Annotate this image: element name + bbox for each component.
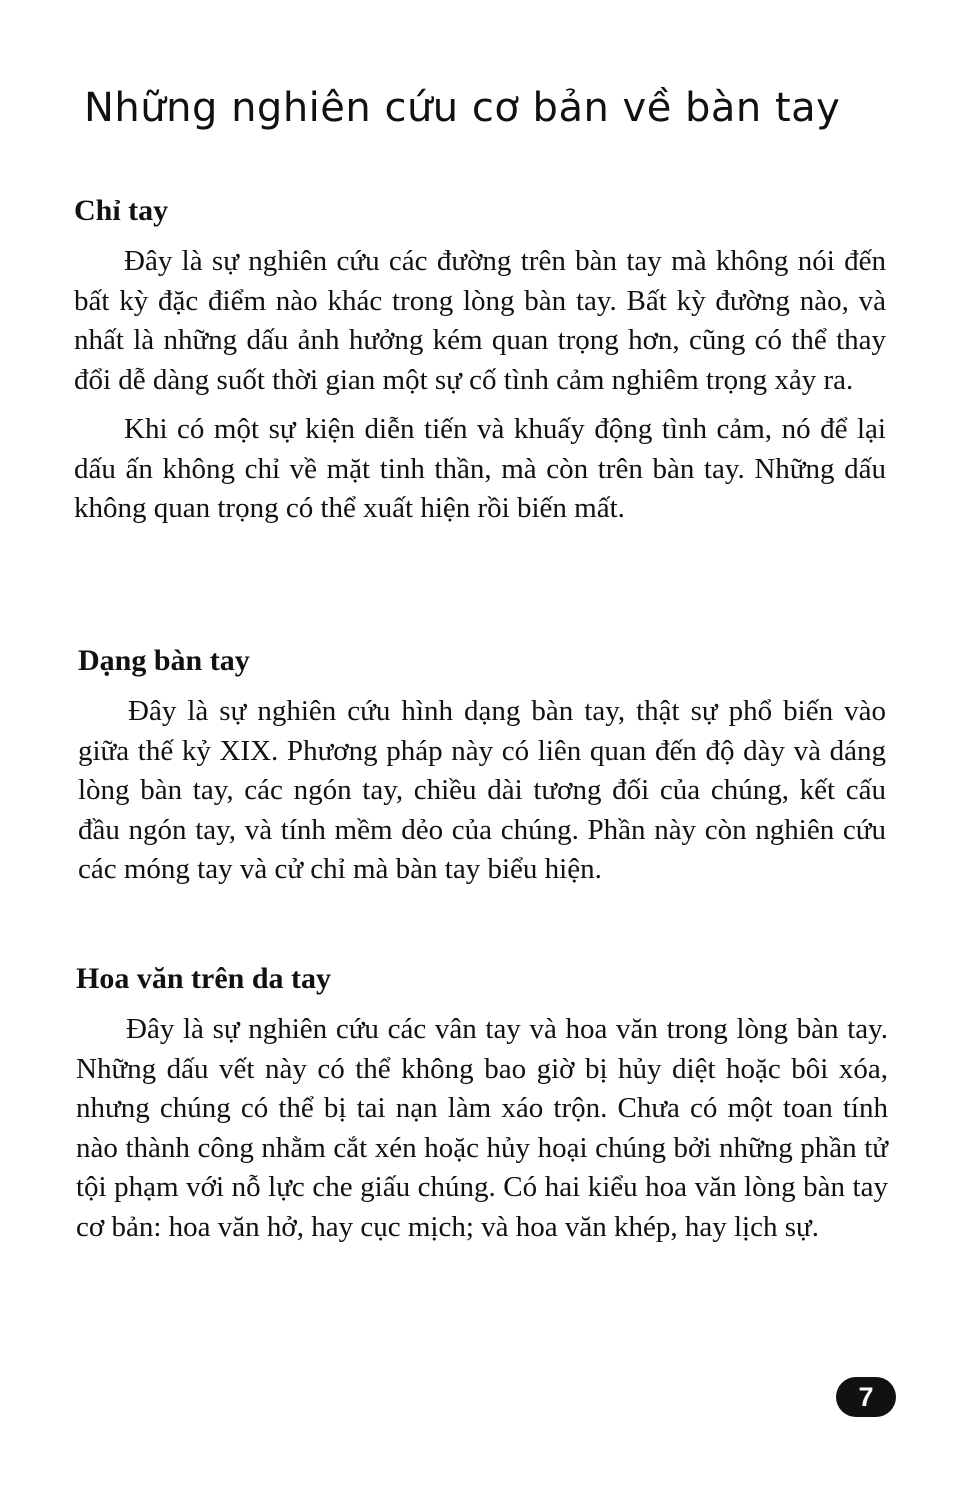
section-paragraph: Khi có một sự kiện diễn tiến và khuấy động tình cảm, nó để lại dấu ấn không chỉ về mặt tinh thần, mà còn trên bàn tay. Những dấu không quan trọng có thể xuất hiện rồi biến mất.: [74, 413, 886, 524]
section-heading: Hoa văn trên da tay: [76, 962, 331, 995]
section-heading: Dạng bàn tay: [78, 644, 250, 677]
section-paragraph: Đây là sự nghiên cứu các vân tay và hoa văn trong lòng bàn tay. Những dấu vết này có thể không bao giờ bị hủy diệt hoặc bôi xóa, nhưng chúng có thể bị tai nạn làm xáo trộn. Chưa có một toan tính nào thành công nhằm cắt xén hoặc hủy hoại chúng bởi những phần tử tội phạm với nỗ lực che giấu chúng. Có hai kiểu hoa văn lòng bàn tay cơ bản: hoa văn hở, hay cục mịch; và hoa văn khép, hay lịch sự.: [76, 1013, 888, 1243]
section-chi-tay: [74, 192, 886, 529]
section-paragraph: Đây là sự nghiên cứu hình dạng bàn tay, thật sự phổ biến vào giữa thế kỷ XIX. Phương pháp này có liên quan đến độ dày và dáng lòng bàn tay, các ngón tay, chiều dài tương đối của chúng, kết cấu đầu ngón tay, và tính mềm dẻo của chúng. Phần này còn nghiên cứu các móng tay và cử chỉ mà bàn tay biểu hiện.: [78, 695, 886, 885]
section-dang-ban-tay: [78, 642, 886, 890]
section-heading: Chỉ tay: [74, 194, 169, 227]
section-hoa-van-tren-da-tay: [76, 960, 888, 1247]
page-number-badge: 7: [836, 1377, 896, 1417]
page-title: Những nghiên cứu cơ bản về bàn tay: [84, 85, 841, 131]
section-paragraph: Đây là sự nghiên cứu các đường trên bàn tay mà không nói đến bất kỳ đặc điểm nào khác trong lòng bàn tay. Bất kỳ đường nào, và nhất là những dấu ảnh hưởng kém quan trọng hơn, cũng có thể thay đổi dễ dàng suốt thời gian một sự cố tình cảm nghiêm trọng xảy ra.: [74, 245, 886, 396]
